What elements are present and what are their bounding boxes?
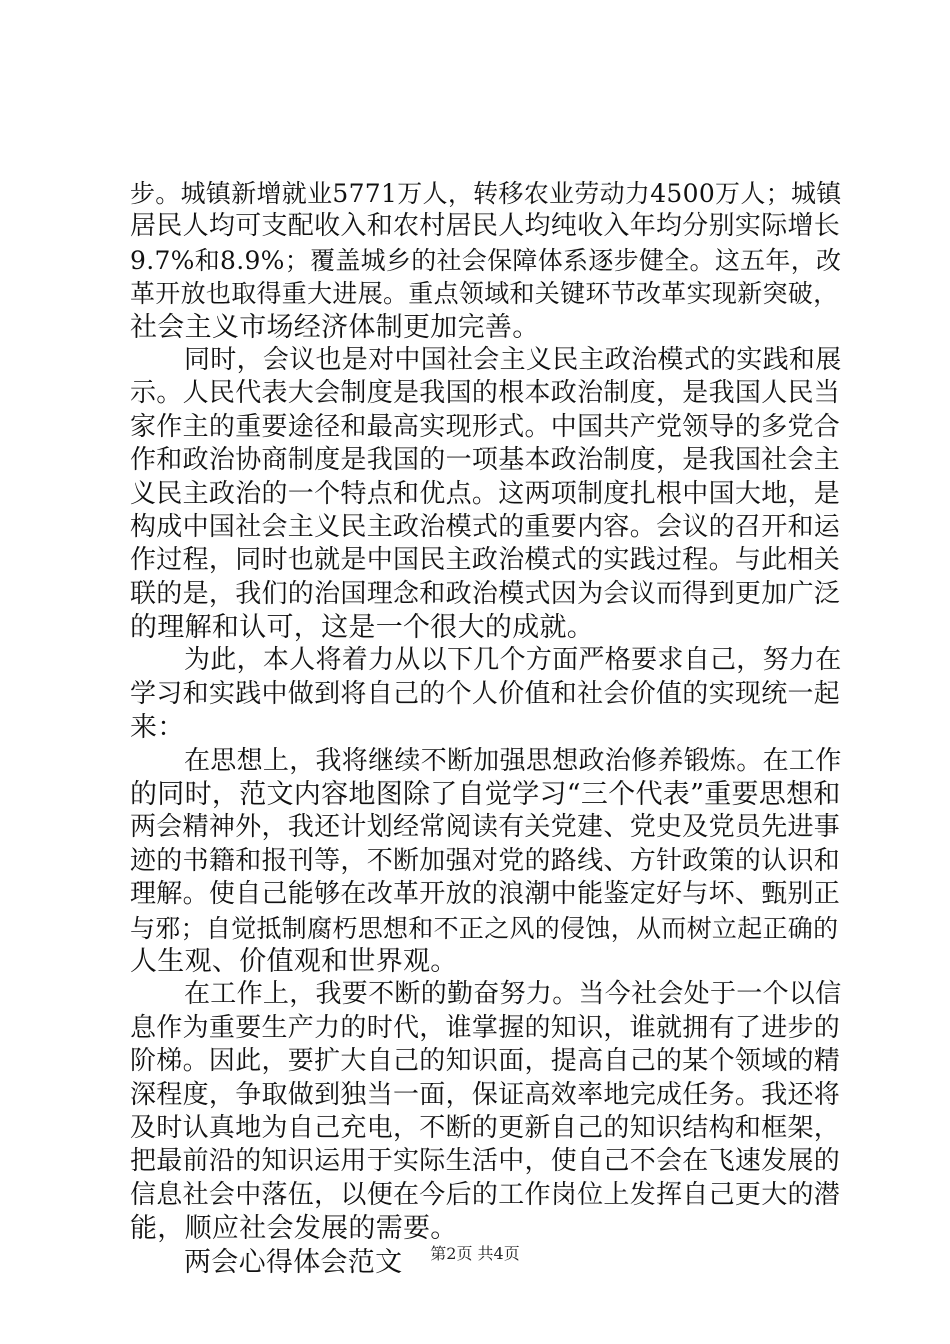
text-line: 的同时，范文内容地图除了自觉学习“三个代表”重要思想和 <box>130 779 841 811</box>
document-body <box>130 177 842 1279</box>
text-line: 构成中国社会主义民主政治模式的重要内容。会议的召开和运 <box>130 511 841 542</box>
text-line: 家作主的重要途径和最高实现形式。中国共产党领导的多党合 <box>130 411 841 442</box>
text-line: 联的是，我们的治国理念和政治模式因为会议而得到更加广泛 <box>130 578 841 609</box>
text-line: 在工作上，我要不断的勤奋努力。当今社会处于一个以信 <box>184 979 842 1010</box>
text-line: 义民主政治的一个特点和优点。这两项制度扎根中国大地，是 <box>130 478 841 509</box>
text-line: 同时，会议也是对中国社会主义民主政治模式的实践和展 <box>184 344 842 375</box>
paragraph <box>130 177 842 344</box>
text-line: 的理解和认可，这是一个很大的成就。 <box>130 612 595 644</box>
text-line: 息作为重要生产力的时代，谁掌握的知识，谁就拥有了进步的 <box>130 1012 841 1043</box>
section-heading: 两会心得体会范文 <box>184 1246 403 1278</box>
text-line: 阶梯。因此，要扩大自己的知识面，提高自己的某个领域的精 <box>130 1046 841 1077</box>
paragraph <box>130 644 842 744</box>
text-line: 信息社会中落伍，以便在今后的工作岗位上发挥自己更大的潜 <box>130 1179 841 1210</box>
text-line: 及时认真地为自己充电，不断的更新自己的知识结构和框架， <box>130 1112 841 1143</box>
text-line: 在思想上，我将继续不断加强思想政治修养锻炼。在工作 <box>184 745 842 776</box>
text-line: 能，顺应社会发展的需要。 <box>130 1213 458 1245</box>
text-line: 学习和实践中做到将自己的个人价值和社会价值的实现统一起 <box>130 678 841 709</box>
text-line: 9.7%和8.9%；覆盖城乡的社会保障体系逐步健全。这五年，改 <box>130 245 842 275</box>
paragraph <box>130 978 842 1245</box>
text-line: 作和政治协商制度是我国的一项基本政治制度，是我国社会主 <box>130 445 841 476</box>
paragraph <box>130 344 842 645</box>
text-line: 深程度，争取做到独当一面，保证高效率地完成任务。我还将 <box>130 1079 841 1110</box>
text-line: 来： <box>130 712 185 744</box>
text-line: 为此，本人将着力从以下几个方面严格要求自己，努力在 <box>184 645 842 676</box>
text-line: 示。人民代表大会制度是我国的根本政治制度，是我国人民当 <box>130 378 841 409</box>
text-line: 革开放也取得重大进展。重点领域和关键环节改革实现新突破， <box>130 279 839 309</box>
text-line: 作过程，同时也就是中国民主政治模式的实践过程。与此相关 <box>130 545 841 576</box>
page-number-footer: 第2页 共4页 <box>430 1244 520 1263</box>
paragraph <box>130 745 842 979</box>
text-line: 社会主义市场经济体制更加完善。 <box>130 311 540 343</box>
text-line: 人生观、价值观和世界观。 <box>130 945 458 977</box>
text-line: 与邪；自觉抵制腐朽思想和不正之风的侵蚀，从而树立起正确的 <box>130 913 839 943</box>
text-line: 步。城镇新增就业5771万人，转移农业劳动力4500万人；城镇 <box>130 179 842 208</box>
text-line: 迹的书籍和报刊等，不断加强对党的路线、方针政策的认识和 <box>130 845 841 876</box>
text-line: 把最前沿的知识运用于实际生活中，使自己不会在飞速发展的 <box>130 1146 841 1177</box>
text-line: 居民人均可支配收入和农村居民人均纯收入年均分别实际增长 <box>130 211 841 242</box>
text-line: 理解。使自己能够在改革开放的浪潮中能鉴定好与坏、甄别正 <box>130 879 841 910</box>
text-line: 两会精神外，我还计划经常阅读有关党建、党史及党员先进事 <box>130 812 841 843</box>
